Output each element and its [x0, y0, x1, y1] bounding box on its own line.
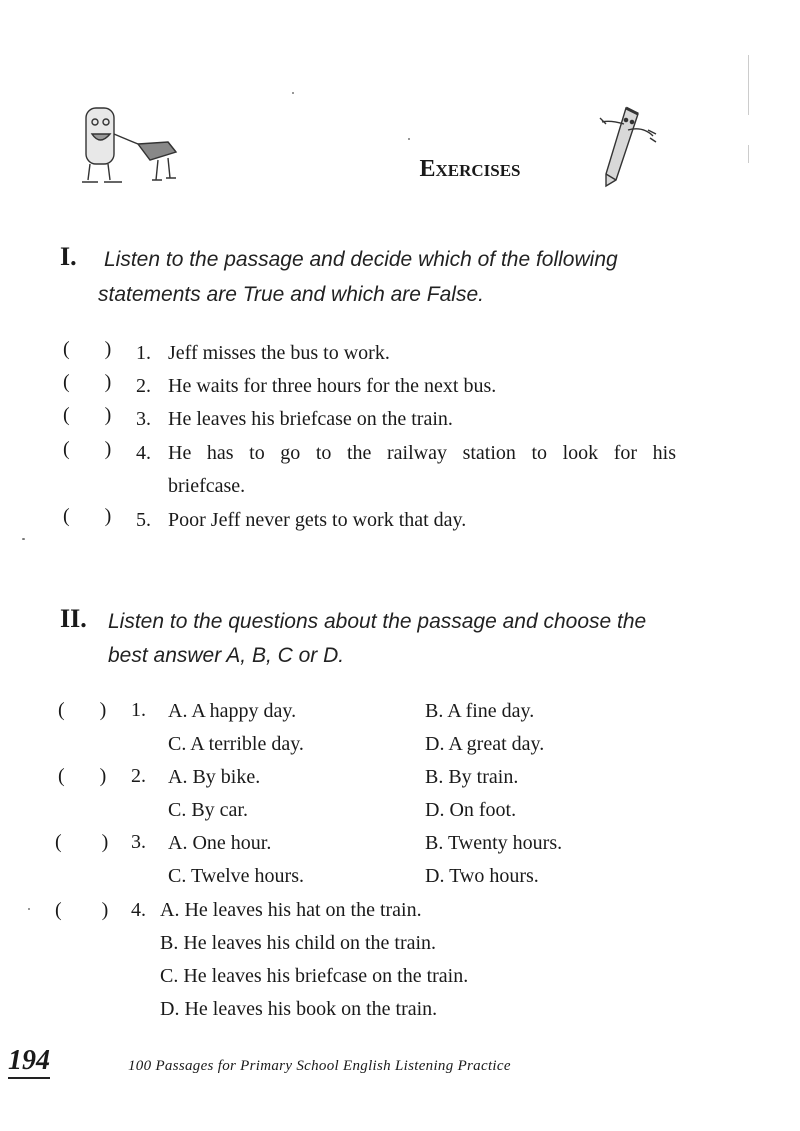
question-4-option-c: C. He leaves his briefcase on the train.	[160, 965, 469, 987]
scan-speck	[292, 92, 294, 94]
answer-blank[interactable]: ( )	[63, 438, 112, 460]
statement-5-text: Poor Jeff never gets to work that day.	[168, 509, 467, 531]
statement-3-number: 3.	[136, 408, 151, 430]
statement-4-text: He has to go to the railway station to look for his	[168, 442, 676, 464]
statement-2-text: He waits for three hours for the next bus.	[168, 375, 497, 397]
statement-4-text-continued: briefcase.	[168, 475, 246, 497]
question-2-number: 2.	[131, 765, 146, 787]
question-2-option-c: C. By car.	[168, 799, 248, 821]
scan-edge-mark	[748, 145, 749, 163]
question-3-option-d: D. Two hours.	[425, 865, 539, 887]
answer-blank[interactable]: ( )	[63, 338, 112, 360]
answer-blank[interactable]: ( )	[58, 765, 107, 787]
scan-speck	[408, 138, 410, 140]
question-1-number: 1.	[131, 699, 146, 721]
question-3-option-c: C. Twelve hours.	[168, 865, 304, 887]
statement-1-text: Jeff misses the bus to work.	[168, 342, 390, 364]
answer-blank[interactable]: ( )	[63, 371, 112, 393]
question-3-option-a: A. One hour.	[168, 832, 272, 854]
question-2-option-d: D. On foot.	[425, 799, 517, 821]
answer-blank[interactable]: ( )	[63, 404, 112, 426]
question-3-number: 3.	[131, 831, 146, 853]
question-4-number: 4.	[131, 899, 146, 921]
answer-blank[interactable]: ( )	[58, 699, 107, 721]
question-2-option-b: B. By train.	[425, 766, 519, 788]
answer-blank[interactable]: ( )	[55, 899, 109, 921]
statement-4-number: 4.	[136, 442, 151, 464]
question-4-option-a: A. He leaves his hat on the train.	[160, 899, 422, 921]
answer-blank[interactable]: ( )	[55, 831, 109, 853]
question-1-option-a: A. A happy day.	[168, 700, 297, 722]
scan-edge-mark	[748, 55, 749, 115]
question-1-option-b: B. A fine day.	[425, 700, 535, 722]
scan-speck	[22, 538, 25, 540]
section-1-instruction-line-2: statements are True and which are False.	[98, 283, 484, 306]
section-2-instruction-line-1: Listen to the questions about the passage and choose the	[108, 610, 647, 633]
scan-speck	[28, 908, 30, 910]
statement-3-text: He leaves his briefcase on the train.	[168, 408, 453, 430]
question-2-option-a: A. By bike.	[168, 766, 261, 788]
question-1-option-d: D. A great day.	[425, 733, 545, 755]
answer-blank[interactable]: ( )	[63, 505, 112, 527]
question-4-option-d: D. He leaves his book on the train.	[160, 998, 438, 1020]
statement-5-number: 5.	[136, 509, 151, 531]
cartoon-pencil-icon	[598, 100, 660, 195]
question-4-option-b: B. He leaves his child on the train.	[160, 932, 437, 954]
statement-1-number: 1.	[136, 342, 151, 364]
statement-2-number: 2.	[136, 375, 151, 397]
book-title: 100 Passages for Primary School English Listening Practice	[128, 1058, 511, 1074]
question-1-option-c: C. A terrible day.	[168, 733, 304, 755]
section-1-instruction-line-1: Listen to the passage and decide which of the following	[104, 248, 618, 271]
page-number: 194	[8, 1045, 50, 1079]
section-2-number: II.	[60, 604, 87, 633]
question-3-option-b: B. Twenty hours.	[425, 832, 563, 854]
section-2-instruction-line-2: best answer A, B, C or D.	[108, 644, 345, 667]
section-1-number: I.	[60, 242, 77, 271]
page-title: Exercises	[419, 156, 521, 182]
